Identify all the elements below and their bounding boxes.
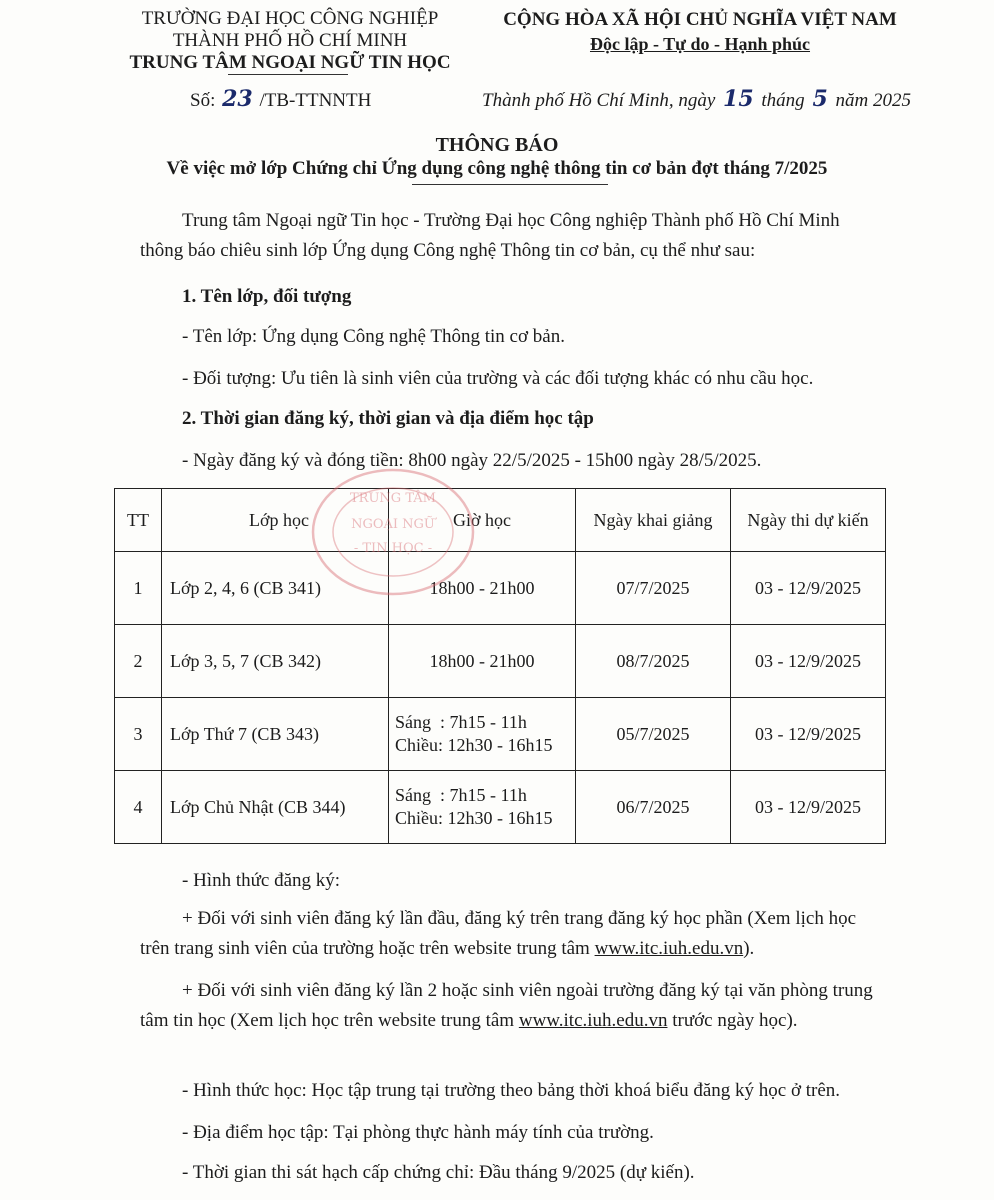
cell-exam: 03 - 12/9/2025 (731, 771, 886, 844)
audience-line: - Đối tượng: Ưu tiên là sinh viên của trường và các đối tượng khác có nhu cầu học. (182, 368, 814, 389)
issuer-university: TRƯỜNG ĐẠI HỌC CÔNG NGHIỆP (141, 8, 439, 29)
cell-class: Lớp 2, 4, 6 (CB 341) (162, 552, 389, 625)
date-day: 15 (723, 86, 754, 112)
time-morning: Sáng : 7h15 - 11h (395, 785, 527, 805)
cell-time (389, 771, 576, 844)
table-row (115, 698, 886, 771)
section-2-heading: 2. Thời gian đăng ký, thời gian và địa điểm học tập (182, 408, 594, 429)
table-row (115, 552, 886, 625)
cell-time (389, 698, 576, 771)
cell-tt: 3 (115, 698, 162, 771)
cell-class: Lớp 3, 5, 7 (CB 342) (162, 625, 389, 698)
national-motto: Độc lập - Tự do - Hạnh phúc (589, 34, 811, 54)
page-title: THÔNG BÁO (435, 134, 559, 156)
cell-time: 18h00 - 21h00 (389, 552, 576, 625)
cell-exam: 03 - 12/9/2025 (731, 698, 886, 771)
col-header-time: Giờ học (389, 489, 576, 552)
cell-time: 18h00 - 21h00 (389, 625, 576, 698)
date-month: 5 (812, 86, 828, 112)
table-row (115, 771, 886, 844)
reg-first-paragraph (140, 904, 888, 964)
date-year: năm 2025 (835, 90, 911, 111)
schedule-table (114, 488, 886, 844)
website-link[interactable]: www.itc.iuh.edu.vn (518, 1010, 668, 1031)
intro-paragraph: Trung tâm Ngoại ngữ Tin học - Trường Đại học Công nghiệp Thành phố Hồ Chí Minh thông báo chiêu sinh lớp Ứng dụng Công nghệ Thông tin cơ bản, cụ thể như sau: (140, 210, 840, 261)
doc-number-handwritten: 23 (222, 86, 253, 112)
col-header-class: Lớp học (162, 489, 389, 552)
cell-start: 07/7/2025 (576, 552, 731, 625)
svg-text:NGOẠI NGỮ: NGOẠI NGỮ (351, 517, 435, 532)
website-link[interactable]: www.itc.iuh.edu.vn (594, 938, 744, 959)
cell-exam: 03 - 12/9/2025 (731, 625, 886, 698)
reg-form-heading: - Hình thức đăng ký: (182, 870, 341, 891)
doc-number-suffix: /TB-TTNNTH (259, 90, 372, 111)
time-morning: Sáng : 7h15 - 11h (395, 712, 527, 732)
issuer-city: THÀNH PHỐ HỒ CHÍ MINH (172, 30, 408, 51)
cell-class: Lớp Thứ 7 (CB 343) (162, 698, 389, 771)
section-1-heading: 1. Tên lớp, đối tượng (182, 286, 352, 307)
doc-number-prefix: Số: (190, 90, 216, 111)
study-form-line: - Hình thức học: Học tập trung tại trường theo bảng thời khoá biểu đăng ký học ở trên. (182, 1080, 841, 1101)
page-subtitle: Về việc mở lớp Chứng chỉ Ứng dụng công nghệ thông tin cơ bản đợt tháng 7/2025 (166, 158, 828, 179)
date-month-label: tháng (761, 90, 805, 111)
cell-class: Lớp Chủ Nhật (CB 344) (162, 771, 389, 844)
national-header (480, 8, 920, 56)
svg-text:- TIN HỌC -: - TIN HỌC - (353, 541, 433, 556)
issuer-center: TRUNG TÂM NGOẠI NGỮ TIN HỌC (129, 52, 451, 73)
cell-exam: 03 - 12/9/2025 (731, 552, 886, 625)
cell-tt: 1 (115, 552, 162, 625)
svg-text:TRUNG TÂM: TRUNG TÂM (350, 491, 436, 506)
subtitle-rule (412, 184, 608, 185)
table-header-row (115, 489, 886, 552)
col-header-start: Ngày khai giảng (576, 489, 731, 552)
cell-start: 05/7/2025 (576, 698, 731, 771)
date-prefix: Thành phố Hồ Chí Minh, ngày (482, 90, 716, 111)
cell-tt: 4 (115, 771, 162, 844)
reg-first-text: + Đối với sinh viên đăng ký lần đầu, đăng ký trên trang đăng ký học phần (Xem lịch học trên trang sinh viên của trường hoặc trên website trung tâm (140, 908, 856, 959)
col-header-exam: Ngày thi dự kiến (731, 489, 886, 552)
issuer-block (120, 8, 460, 74)
cell-start: 06/7/2025 (576, 771, 731, 844)
location-line: - Địa điểm học tập: Tại phòng thực hành máy tính của trường. (182, 1122, 654, 1143)
table-row (115, 625, 886, 698)
reg-second-end: trước ngày học). (667, 1010, 798, 1031)
document-date (482, 86, 911, 112)
cell-tt: 2 (115, 625, 162, 698)
time-afternoon: Chiều: 12h30 - 16h15 (395, 808, 553, 828)
reg-second-paragraph (140, 976, 888, 1036)
reg-second-text: + Đối với sinh viên đăng ký lần 2 hoặc sinh viên ngoài trường đăng ký tại văn phòng trung tâm tin học (Xem lịch học trên website trung tâm (140, 980, 873, 1031)
reg-first-end: ). (743, 938, 755, 959)
exam-time-line: - Thời gian thi sát hạch cấp chứng chỉ: Đầu tháng 9/2025 (dự kiến). (182, 1162, 695, 1183)
register-date-line: - Ngày đăng ký và đóng tiền: 8h00 ngày 22/5/2025 - 15h00 ngày 28/5/2025. (182, 450, 762, 471)
issuer-underline (228, 74, 348, 75)
time-afternoon: Chiều: 12h30 - 16h15 (395, 735, 553, 755)
document-number (190, 86, 371, 112)
national-title: CỘNG HÒA XÃ HỘI CHỦ NGHĨA VIỆT NAM (503, 9, 897, 30)
class-name-line: - Tên lớp: Ứng dụng Công nghệ Thông tin cơ bản. (182, 326, 565, 347)
col-header-tt: TT (115, 489, 162, 552)
cell-start: 08/7/2025 (576, 625, 731, 698)
